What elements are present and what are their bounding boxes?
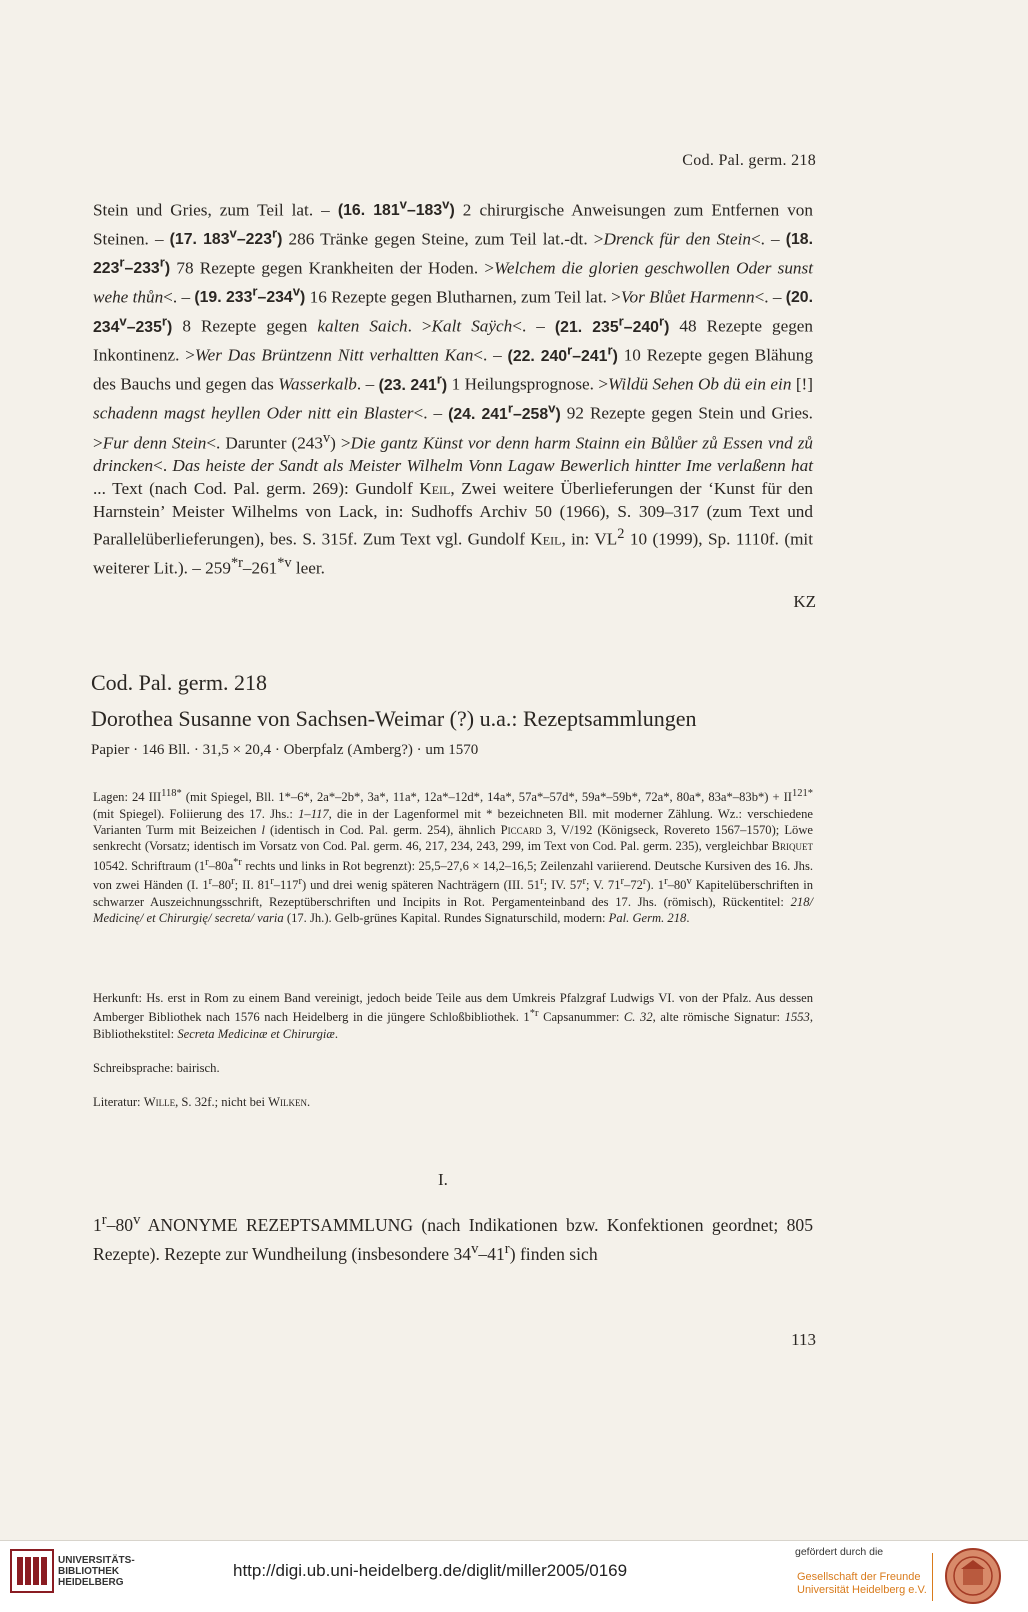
footer-bar — [0, 1540, 1028, 1612]
physical-description: Papier · 146 Bll. · 31,5 × 20,4 · Oberpfalz (Amberg?) · um 1570 — [91, 742, 479, 758]
sponsor-label: gefördert durch die — [795, 1546, 884, 1558]
description-paragraph: Stein und Gries, zum Teil lat. – (16. 181$^v$–183$^v$) 2 chirurgische Anweisungen zum Entfernen von Steinen. – (17. 183$^v$–223$^r$) 286 Tränke gegen Steine, zum Teil lat.-dt. >Drenck für den Stein<. – (18. 223$^r$–233$^r$) 78 Rezepte gegen Krankheiten der Hoden. >Welchem die glorien geschwollen Oder sunst wehe thůn<. – (19. 233$^r$–234$^v$) 16 Rezepte gegen Blutharnen, zum Teil lat. >Vor Blůet Harmenn<. – (20. 234$^v$–235$^r$) 8 Rezepte gegen kalten Saich. >Kalt Saÿch<. – (21. 235$^r$–240$^r$) 48 Rezepte gegen Inkontinenz. >Wer Das Brüntzenn Nitt verhaltten Kan<. – (22. 240$^r$–241$^r$) 10 Rezepte gegen Blähung des Bauchs und gegen das Wasserkalb. – (23. 241$^r$) 1 Heilungsprognose. >Wildü Sehen Ob dü ein ein [!] schadenn magst heyllen Oder nitt ein Blaster<. – (24. 241$^r$–258$^v$) 92 Rezepte gegen Stein und Gries. >Fur denn Stein<. Darunter $(243^v) >Die$ gantz Künst vor denn harm Stainn ein Bůlůer zů Essen vnd zů drincken<. Das heiste der Sandt als Meister Wilhelm Vonn Lagaw Bewerlich hintter Ime verlaßenn hat ... Text (nach Cod. Pal. germ. 269): Gundolf Keil, Zwei weitere Überlieferungen der ‘Kunst für den Harnstein’ Meister Wilhelms von Lack, in: Sudhoffs Archiv 50 (1966), S. 309–317 (zum Text und Parallelüberlieferungen), bes. S. 315f. Zum Text vgl. Gundolf Keil, in: $VL^2$ 10 (1999), Sp. 1110f. (mit weiterer Lit.). – 259$^{*r}$–261$^{*v}$ leer. — [93, 197, 814, 578]
page-number: 113 — [791, 1330, 816, 1349]
author-initials: KZ — [793, 592, 816, 611]
permalink[interactable]: http://digi.ub.uni-heidelberg.de/diglit/miller2005/0169 — [233, 1561, 628, 1580]
running-head: Cod. Pal. germ. 218 — [682, 152, 816, 169]
shelfmark-heading: Cod. Pal. germ. 218 — [91, 670, 267, 695]
library-name: UNIVERSITÄTS- BIBLIOTHEK HEIDELBERG — [58, 1555, 135, 1588]
manuscript-title: Dorothea Susanne von Sachsen-Weimar (?) u.a.: Rezeptsammlungen — [91, 706, 697, 731]
section-text: 1$^r$–80$^v$ ANONYME REZEPTSAMMLUNG (nach Indikationen bzw. Konfektionen geordnet; 805 Rezepte). Rezepte zur Wundheilung (insbesondere 34$^v$–41$^r$) finden sich — [93, 1212, 813, 1264]
university-seal-icon — [944, 1547, 1002, 1605]
literature-note: Literatur: Wille, S. 32f.; nicht bei Wilken. — [93, 1095, 311, 1109]
scribal-language: Schreibsprache: bairisch. — [93, 1061, 220, 1075]
provenance-paragraph: Herkunft: Hs. erst in Rom zu einem Band vereinigt, jedoch beide Teile aus dem Umkreis Pfalzgraf Ludwigs VI. von der Pfalz. Aus dessen Amberger Bibliothek nach 1576 nach Heidelberg in die jüngere Schloßbibliothek. 1$^{*r}$ Capsanummer: C. 32, alte römische Signatur: 1553, Bibliothekstitel: Secreta Medicinæ et Chirurgiæ. — [93, 991, 813, 1041]
sponsor-name: Gesellschaft der Freunde Universität Heidelberg e.V. — [797, 1571, 927, 1596]
footer-divider — [932, 1553, 933, 1601]
section-number: I. — [438, 1170, 448, 1189]
codicology-paragraph: Lagen: 24 $III^{118*}$ (mit Spiegel, Bll. 1*–6*, 2a*–2b*, 3a*, 11a*, 12a*–12d*, 14a*, 57a*–57d*, 59a*–59b*, 72a*, 80a*, $83a*-83b*) + II^{121*}$ (mit Spiegel). Foliierung des 17. Jhs.: 1–117, die in der Lagenformel mit * bezeichneten Bll. mit moderner Zählung. Wz.: verschiedene Varianten Turm mit Beizeichen l (identisch in Cod. Pal. germ. 254), ähnlich Piccard 3, V/192 (Königseck, Rovereto 1567–1570); Löwe senkrecht (Vorsatz; identisch im Vorsatz von Cod. Pal. germ. 46, 217, 234, 243, 299, im Text von Cod. Pal. germ. 235), vergleichbar Briquet 10542. Schriftraum ($1^r-80a^{*r}$ rechts und links in Rot begrenzt): 25,5–27,6 × 14,2–16,5; Zeilenzahl variierend. Deutsche Kursiven des 16. Jhs. von zwei Händen (I. 1$^r$–80$^r$; II. 81$^r$–117$^r$) und drei wenig späteren Nachträgern (III. 51$^r$; IV. 57$^r$; V. 71$^r$–72$^r$). 1$^r$–80$^v$ Kapitelüberschriften in schwarzer Auszeichnungsschrift, Rezeptüberschriften und Incipits in Rot. Pergamenteinband des 17. Jhs. (römisch), Rückentitel: 218/ Medicinę/ et Chirurgię/ secreta/ varia (17. Jh.). Gelb-grünes Kapital. Rundes Signaturschild, modern: Pal. Germ. 218. — [93, 788, 814, 926]
library-logo-icon — [10, 1549, 54, 1593]
